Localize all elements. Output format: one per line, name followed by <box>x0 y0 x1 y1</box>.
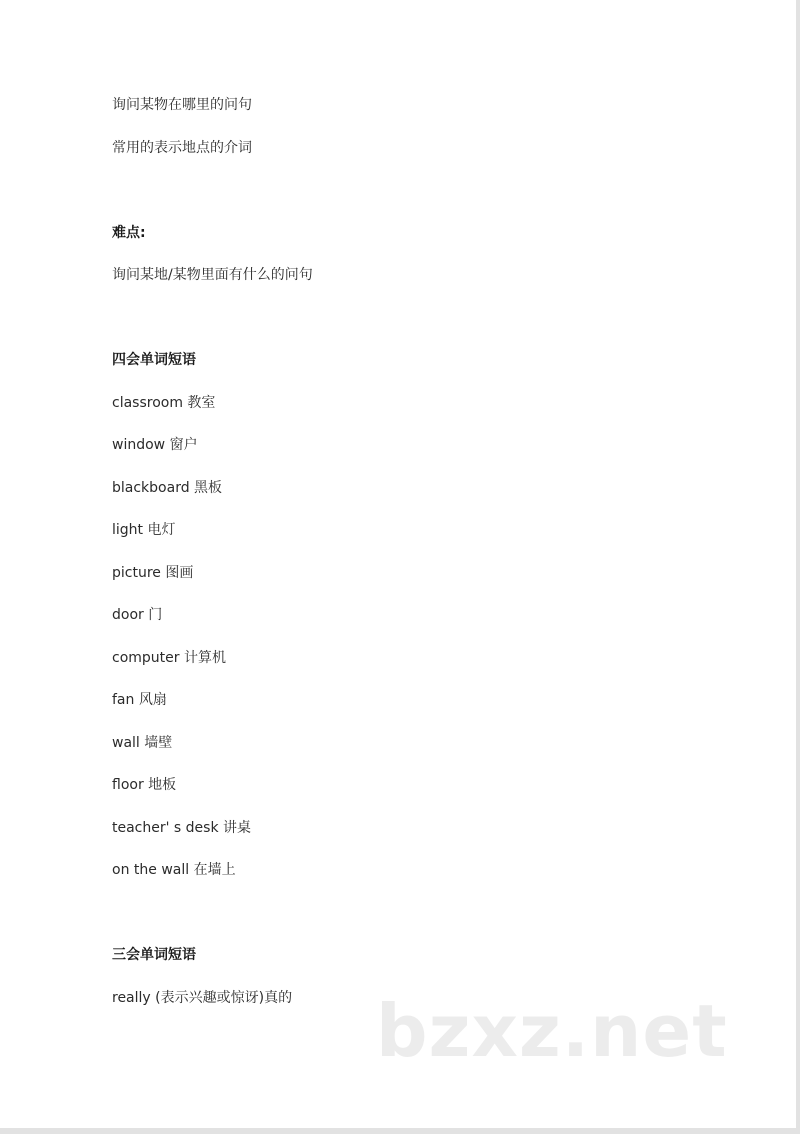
vocab-item: floor 地板 <box>112 777 177 793</box>
focus-point-place-prepositions: 常用的表示地点的介词 <box>112 140 252 156</box>
vocab-item: window 窗户 <box>112 437 198 453</box>
difficulty-item: 询问某地/某物里面有什么的问句 <box>112 267 313 283</box>
vocab-item: fan 风扇 <box>112 692 167 708</box>
vocab-item: really (表示兴趣或惊讶)真的 <box>112 990 293 1006</box>
difficulty-heading: 难点: <box>112 225 146 241</box>
vocab-item: door 门 <box>112 607 163 623</box>
vocab-item: computer 计算机 <box>112 650 226 666</box>
vocab-item: wall 墙壁 <box>112 735 173 751</box>
vocab-item: on the wall 在墙上 <box>112 862 236 878</box>
vocab-item: teacher' s desk 讲桌 <box>112 820 252 836</box>
four-skills-vocab-heading: 四会单词短语 <box>112 352 196 368</box>
three-skills-vocab-heading: 三会单词短语 <box>112 947 196 963</box>
vocab-item: classroom 教室 <box>112 395 216 411</box>
site-watermark: bzxz.net <box>376 989 728 1073</box>
vocab-item: blackboard 黑板 <box>112 480 223 496</box>
focus-point-where-question: 询问某物在哪里的问句 <box>112 97 252 113</box>
vocab-item: picture 图画 <box>112 565 194 581</box>
vocab-item: light 电灯 <box>112 522 176 538</box>
